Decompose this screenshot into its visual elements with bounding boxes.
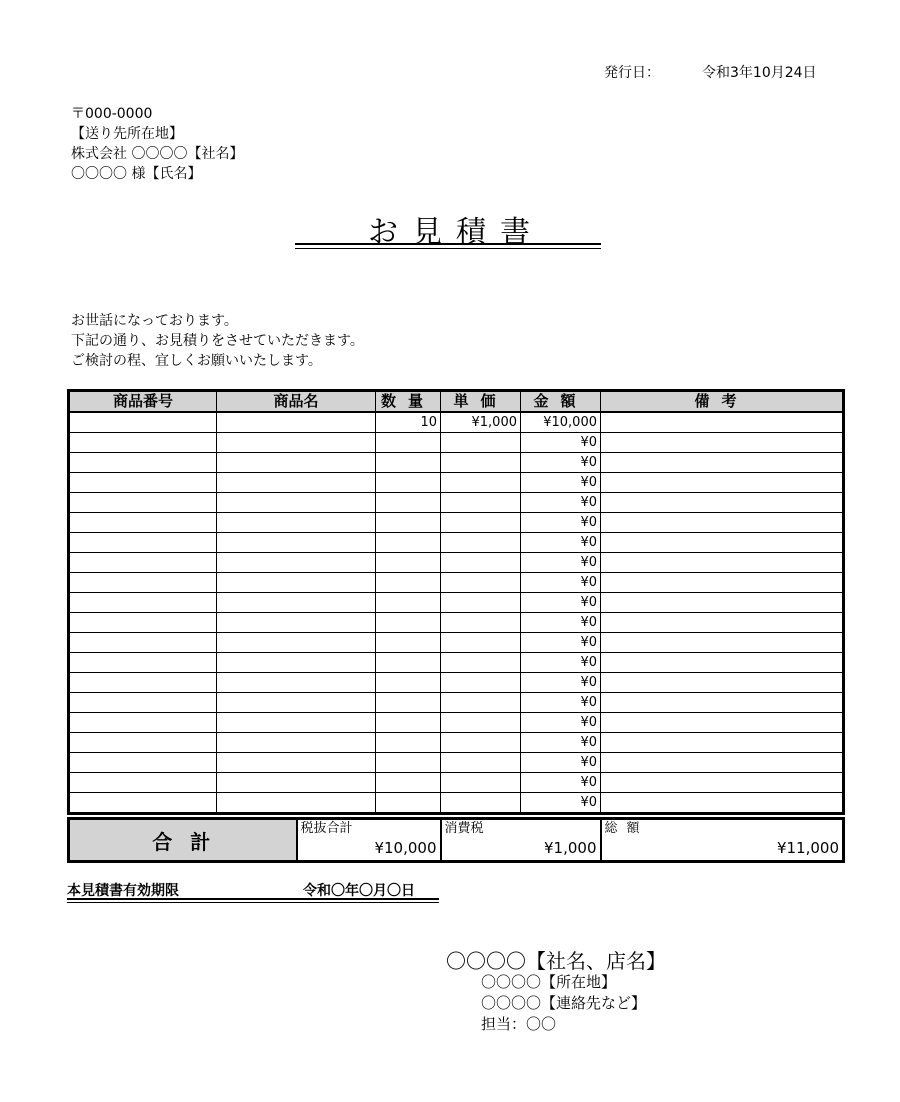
cell-item-no[interactable] (69, 673, 217, 693)
issuer-address: 〇〇〇〇【所在地】 (481, 973, 617, 991)
cell-amount: ¥0 (521, 613, 601, 633)
cell-unit-price[interactable] (441, 433, 521, 453)
cell-amount: ¥0 (521, 533, 601, 553)
grand-total-value: ¥11,000 (776, 839, 839, 857)
cell-note[interactable] (601, 773, 844, 793)
cell-item-name[interactable] (217, 773, 376, 793)
document-title: お見積書 (368, 215, 544, 250)
cell-note[interactable] (601, 433, 844, 453)
cell-amount: ¥0 (521, 453, 601, 473)
cell-amount: ¥10,000 (521, 412, 601, 433)
recipient-postal-code: 〒000-0000 (71, 106, 153, 122)
recipient-company: 株式会社 〇〇〇〇【社名】 (71, 146, 244, 162)
cell-unit-price[interactable] (441, 693, 521, 713)
cell-amount: ¥0 (521, 773, 601, 793)
table-row (69, 673, 844, 693)
cell-item-no[interactable] (69, 613, 217, 633)
cell-item-no[interactable] (69, 573, 217, 593)
cell-quantity[interactable] (376, 793, 441, 814)
header-unit-price: 単価 (441, 391, 521, 413)
cell-amount: ¥0 (521, 493, 601, 513)
cell-unit-price[interactable] (441, 613, 521, 633)
cell-amount: ¥0 (521, 793, 601, 814)
cell-item-no[interactable] (69, 533, 217, 553)
grand-total-label: 総額 (604, 821, 649, 836)
validity-underline (67, 898, 439, 900)
cell-item-name[interactable] (217, 593, 376, 613)
cell-item-no[interactable] (69, 653, 217, 673)
issue-date (604, 62, 817, 82)
cell-item-no[interactable] (69, 513, 217, 533)
table-row (69, 693, 844, 713)
cell-item-name[interactable] (217, 793, 376, 814)
totals-table (67, 817, 845, 863)
cell-item-name[interactable] (217, 493, 376, 513)
cell-unit-price[interactable] (441, 653, 521, 673)
cell-quantity[interactable] (376, 753, 441, 773)
table-row (69, 412, 844, 433)
cell-quantity[interactable] (376, 773, 441, 793)
validity-period (67, 880, 439, 900)
cell-note[interactable] (601, 412, 844, 433)
greeting-text (71, 311, 364, 371)
table-row (69, 533, 844, 553)
cell-amount: ¥0 (521, 573, 601, 593)
cell-item-name[interactable] (217, 533, 376, 553)
cell-note[interactable] (601, 613, 844, 633)
cell-item-no[interactable] (69, 793, 217, 814)
cell-unit-price[interactable] (441, 493, 521, 513)
cell-item-name[interactable] (217, 753, 376, 773)
cell-item-name[interactable] (217, 713, 376, 733)
cell-unit-price[interactable] (441, 513, 521, 533)
table-row (69, 633, 844, 653)
cell-unit-price[interactable] (441, 713, 521, 733)
cell-unit-price[interactable] (441, 733, 521, 753)
cell-note[interactable] (601, 553, 844, 573)
cell-item-name[interactable] (217, 473, 376, 493)
header-item-name: 商品名 (217, 391, 376, 413)
cell-quantity[interactable] (376, 653, 441, 673)
cell-amount: ¥0 (521, 713, 601, 733)
cell-quantity[interactable] (376, 433, 441, 453)
cell-note[interactable] (601, 713, 844, 733)
cell-note[interactable] (601, 733, 844, 753)
cell-amount: ¥0 (521, 753, 601, 773)
cell-note[interactable] (601, 673, 844, 693)
table-row (69, 593, 844, 613)
cell-note[interactable] (601, 493, 844, 513)
cell-unit-price[interactable] (441, 453, 521, 473)
cell-amount: ¥0 (521, 733, 601, 753)
table-row (69, 513, 844, 533)
tax-value: ¥1,000 (544, 839, 597, 857)
cell-quantity[interactable] (376, 553, 441, 573)
cell-unit-price[interactable] (441, 773, 521, 793)
cell-quantity[interactable] (376, 673, 441, 693)
cell-item-name[interactable] (217, 633, 376, 653)
cell-amount: ¥0 (521, 633, 601, 653)
cell-unit-price[interactable] (441, 793, 521, 814)
cell-note[interactable] (601, 513, 844, 533)
recipient-address: 【送り先所在地】 (71, 126, 183, 142)
items-header-row (69, 391, 844, 413)
cell-item-no[interactable] (69, 453, 217, 473)
cell-item-no[interactable] (69, 412, 217, 433)
cell-item-name[interactable] (217, 613, 376, 633)
cell-quantity[interactable] (376, 633, 441, 653)
cell-note[interactable] (601, 793, 844, 814)
table-row (69, 713, 844, 733)
validity-label: 本見積書有効期限 (67, 883, 179, 899)
cell-amount: ¥0 (521, 433, 601, 453)
cell-quantity[interactable] (376, 513, 441, 533)
cell-item-no[interactable] (69, 633, 217, 653)
cell-item-name[interactable] (217, 412, 376, 433)
cell-amount: ¥0 (521, 673, 601, 693)
cell-note[interactable] (601, 653, 844, 673)
table-row (69, 453, 844, 473)
items-table (67, 389, 845, 815)
cell-item-no[interactable] (69, 433, 217, 453)
table-row (69, 553, 844, 573)
cell-quantity[interactable] (376, 613, 441, 633)
tax-cell (441, 819, 601, 862)
cell-note[interactable] (601, 473, 844, 493)
grand-total-cell (601, 819, 844, 862)
validity-underline-thin (67, 902, 439, 903)
issuer-person: 担当：〇〇 (481, 1015, 557, 1033)
cell-note[interactable] (601, 533, 844, 553)
cell-unit-price[interactable] (441, 573, 521, 593)
cell-unit-price[interactable] (441, 553, 521, 573)
cell-unit-price[interactable]: ¥1,000 (441, 412, 521, 433)
cell-amount: ¥0 (521, 653, 601, 673)
cell-item-no[interactable] (69, 493, 217, 513)
cell-item-no[interactable] (69, 713, 217, 733)
cell-item-name[interactable] (217, 733, 376, 753)
cell-note[interactable] (601, 753, 844, 773)
cell-item-no[interactable] (69, 473, 217, 493)
cell-amount: ¥0 (521, 593, 601, 613)
cell-item-name[interactable] (217, 573, 376, 593)
cell-quantity[interactable] (376, 453, 441, 473)
cell-item-name[interactable] (217, 513, 376, 533)
table-row (69, 733, 844, 753)
title-underline (295, 243, 601, 245)
cell-item-no[interactable] (69, 593, 217, 613)
cell-note[interactable] (601, 693, 844, 713)
subtotal-cell (297, 819, 441, 862)
cell-item-name[interactable] (217, 693, 376, 713)
cell-item-no[interactable] (69, 773, 217, 793)
cell-item-name[interactable] (217, 553, 376, 573)
cell-note[interactable] (601, 453, 844, 473)
cell-amount: ¥0 (521, 513, 601, 533)
issue-date-label: 発行日： (604, 65, 660, 81)
cell-unit-price[interactable] (441, 533, 521, 553)
table-row (69, 773, 844, 793)
table-row (69, 433, 844, 453)
tax-label: 消費税 (444, 821, 484, 836)
cell-item-name[interactable] (217, 453, 376, 473)
greeting-line: お世話になっております。 (71, 313, 238, 329)
cell-quantity[interactable] (376, 573, 441, 593)
cell-item-name[interactable] (217, 433, 376, 453)
table-row (69, 473, 844, 493)
title-underline-thin (295, 248, 601, 249)
cell-item-no[interactable] (69, 693, 217, 713)
cell-note[interactable] (601, 593, 844, 613)
cell-item-no[interactable] (69, 753, 217, 773)
cell-item-no[interactable] (69, 553, 217, 573)
issue-date-value: 令和3年10月24日 (702, 65, 817, 81)
cell-quantity[interactable] (376, 493, 441, 513)
cell-unit-price[interactable] (441, 473, 521, 493)
cell-amount: ¥0 (521, 473, 601, 493)
subtotal-label: 税抜合計 (300, 821, 353, 836)
header-amount: 金額 (521, 391, 601, 413)
validity-date: 令和〇年〇月〇日 (303, 883, 415, 899)
table-row (69, 653, 844, 673)
issuer-name: 〇〇〇〇【社名、店名】 (446, 949, 666, 973)
cell-amount: ¥0 (521, 553, 601, 573)
table-row (69, 753, 844, 773)
table-row (69, 793, 844, 814)
cell-unit-price[interactable] (441, 673, 521, 693)
cell-note[interactable] (601, 573, 844, 593)
greeting-line: ご検討の程、宜しくお願いいたします。 (71, 353, 322, 369)
cell-item-name[interactable] (217, 653, 376, 673)
cell-item-no[interactable] (69, 733, 217, 753)
header-item-no: 商品番号 (69, 391, 217, 413)
cell-quantity[interactable] (376, 593, 441, 613)
table-row (69, 613, 844, 633)
cell-item-name[interactable] (217, 673, 376, 693)
cell-unit-price[interactable] (441, 753, 521, 773)
cell-quantity[interactable] (376, 733, 441, 753)
issuer-contact: 〇〇〇〇【連絡先など】 (481, 994, 647, 1012)
cell-quantity[interactable]: 10 (376, 412, 441, 433)
cell-quantity[interactable] (376, 713, 441, 733)
cell-amount: ¥0 (521, 693, 601, 713)
cell-quantity[interactable] (376, 533, 441, 553)
issuer-details (481, 972, 646, 1035)
cell-unit-price[interactable] (441, 593, 521, 613)
recipient-block (71, 104, 243, 184)
cell-quantity[interactable] (376, 473, 441, 493)
totals-row (69, 819, 844, 862)
table-row (69, 493, 844, 513)
table-row (69, 573, 844, 593)
cell-unit-price[interactable] (441, 633, 521, 653)
header-note: 備考 (601, 391, 844, 413)
header-quantity: 数量 (376, 391, 441, 413)
subtotal-value: ¥10,000 (374, 839, 437, 857)
cell-note[interactable] (601, 633, 844, 653)
total-label: 合計 (69, 819, 297, 862)
recipient-person: 〇〇〇〇 様【氏名】 (71, 166, 202, 182)
greeting-line: 下記の通り、お見積りをさせていただきます。 (71, 333, 364, 349)
cell-quantity[interactable] (376, 693, 441, 713)
